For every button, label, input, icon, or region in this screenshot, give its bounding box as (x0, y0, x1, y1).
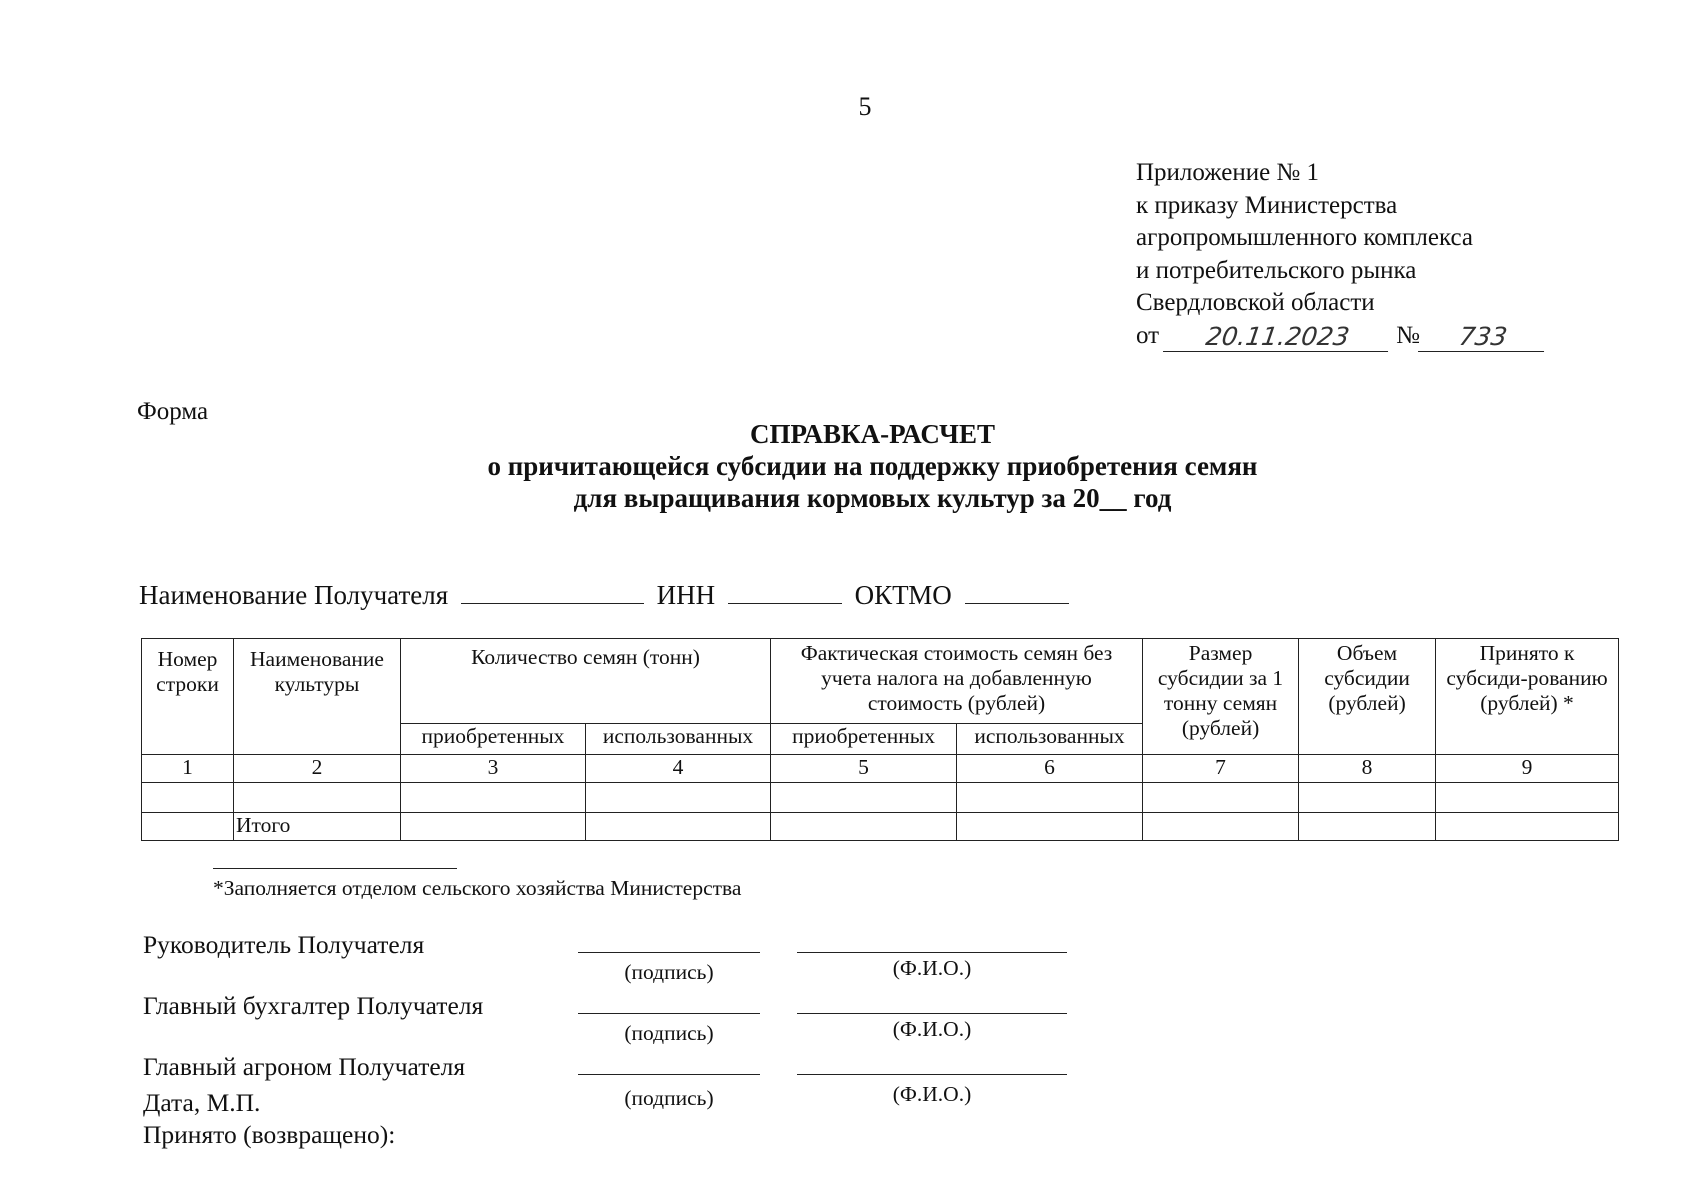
total-row (142, 813, 1619, 841)
oktmo-field (965, 583, 1069, 604)
column-number: 2 (234, 755, 401, 783)
role-label-agronomist: Главный агроном Получателя (143, 1052, 466, 1081)
header-accepted-amount: Принято к субсиди-рованию (рублей) * (1436, 639, 1619, 755)
inn-field (728, 583, 842, 604)
order-date-line (1136, 320, 1546, 353)
appendix-line: и потребительского рынка (1136, 256, 1417, 284)
recipient-line (139, 580, 1069, 611)
column-number: 7 (1143, 755, 1299, 783)
header-actual-cost: Фактическая стоимость семян без учета налога на добавленную стоимость (рублей) (771, 639, 1143, 724)
subheader-used: использованных (586, 724, 771, 755)
column-number: 6 (957, 755, 1143, 783)
handwritten-date: 20.11.2023 (1163, 323, 1392, 352)
signature-caption: (подпись) (624, 960, 714, 984)
subheader-purchased: приобретенных (401, 724, 586, 755)
table-cell[interactable] (586, 813, 771, 841)
column-number: 8 (1299, 755, 1436, 783)
signature-line[interactable] (578, 952, 760, 953)
appendix-line: агропромышленного комплекса (1136, 224, 1474, 251)
column-number: 4 (586, 755, 771, 783)
document-subtitle: о причитающейся субсидии на поддержку приобретения семян (487, 451, 1258, 481)
header-crop-name: Наименование культуры (234, 639, 401, 755)
table-cell[interactable] (1143, 783, 1299, 813)
table-cell[interactable] (1143, 813, 1299, 841)
footnote: *Заполняется отделом сельского хозяйства Министерства (213, 876, 742, 900)
table-cell[interactable] (1299, 783, 1436, 813)
column-number-row (142, 755, 1619, 783)
column-number: 1 (142, 755, 234, 783)
table-cell (142, 813, 234, 841)
name-caption: (Ф.И.О.) (892, 956, 972, 980)
number-prefix: № (1396, 321, 1420, 349)
header-row-number: Номер строки (142, 639, 234, 755)
footnote-separator (213, 868, 457, 869)
table-cell[interactable] (1436, 813, 1619, 841)
table-cell[interactable] (771, 783, 957, 813)
table-cell[interactable] (1436, 783, 1619, 813)
table-cell[interactable] (401, 813, 586, 841)
name-line[interactable] (797, 952, 1067, 953)
signature-line[interactable] (578, 1013, 760, 1014)
signature-caption: (подпись) (624, 1086, 714, 1110)
page-number: 5 (858, 92, 872, 121)
table-cell[interactable] (586, 783, 771, 813)
header-subsidy-volume: Объем субсидии (рублей) (1299, 639, 1436, 755)
form-label: Форма (137, 398, 209, 425)
appendix-line: к приказу Министерства (1136, 191, 1398, 219)
table-cell[interactable] (1299, 813, 1436, 841)
column-number: 3 (401, 755, 586, 783)
signature-caption: (подпись) (624, 1021, 714, 1045)
appendix-line: Приложение № 1 (1136, 159, 1320, 186)
header-row (142, 639, 1619, 724)
date-stamp-label: Дата, М.П. (143, 1088, 261, 1117)
inn-label: ИНН (656, 580, 716, 610)
table-row (142, 783, 1619, 813)
header-subsidy-rate: Размер субсидии за 1 тонну семян (рублей) (1143, 639, 1299, 755)
role-label-accountant: Главный бухгалтер Получателя (143, 991, 484, 1020)
handwritten-number: 733 (1418, 323, 1548, 352)
accepted-returned-label: Принято (возвращено): (143, 1120, 396, 1149)
header-seed-quantity: Количество семян (тонн) (401, 639, 771, 724)
table-cell[interactable] (771, 813, 957, 841)
recipient-name-label: Наименование Получателя (139, 580, 449, 610)
appendix-line: Свердловской области (1136, 289, 1375, 316)
subsidy-table (141, 638, 1619, 841)
table-cell[interactable] (401, 783, 586, 813)
subheader-purchased: приобретенных (771, 724, 957, 755)
document-title: СПРАВКА-РАСЧЕТ (750, 419, 995, 449)
table-cell[interactable] (142, 783, 234, 813)
role-label-head: Руководитель Получателя (143, 930, 425, 959)
column-number: 5 (771, 755, 957, 783)
oktmo-label: ОКТМО (854, 580, 952, 610)
signature-line[interactable] (578, 1074, 760, 1075)
name-line[interactable] (797, 1013, 1067, 1014)
document-subtitle: для выращивания кормовых культур за 20__ год (573, 483, 1172, 513)
name-caption: (Ф.И.О.) (892, 1017, 972, 1041)
table-cell[interactable] (234, 783, 401, 813)
table-cell[interactable] (957, 813, 1143, 841)
date-prefix: от (1136, 321, 1160, 349)
appendix-block (1136, 157, 1546, 352)
recipient-name-field (461, 583, 644, 604)
column-number: 9 (1436, 755, 1619, 783)
name-caption: (Ф.И.О.) (892, 1082, 972, 1106)
subheader-used: использованных (957, 724, 1143, 755)
name-line[interactable] (797, 1074, 1067, 1075)
total-label: Итого (234, 813, 401, 841)
table-cell[interactable] (957, 783, 1143, 813)
